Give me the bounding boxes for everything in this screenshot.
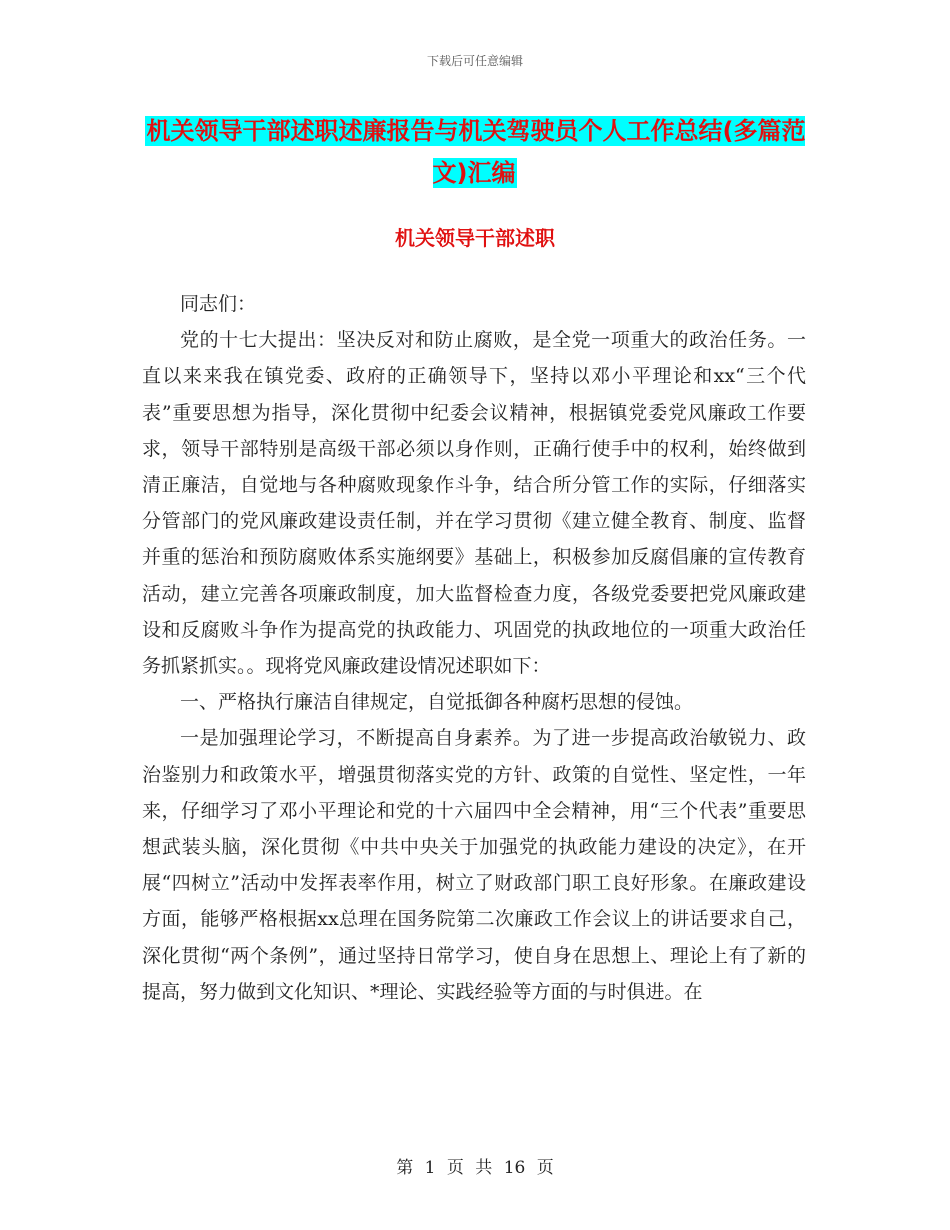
paragraph-greeting: 同志们：: [180, 293, 257, 315]
document-body: [142, 286, 806, 1010]
document-title: [140, 110, 810, 194]
paragraph-point-one: 一是加强理论学习，不断提高自身素养。为了进一步提高政治敏锐力、政治鉴别力和政策水平，增强贯彻落实党的方针、政策的自觉性、坚定性，一年来，仔细学习了邓小平理论和党的十六届四中全会精神，用“三个代表”重要思想武装头脑，深化贯彻《中共中央关于加强党的执政能力建设的决定》，在开展“四树立”活动中发挥表率作用，树立了财政部门职工良好形象。在廉政建设方面，能够严格根据xx总理在国务院第二次廉政工作会议上的讲话要求自己，深化贯彻“两个条例”，通过坚持日常学习，使自身在思想上、理论上有了新的提高，努力做到文化知识、*理论、实践经验等方面的与时俱进。在: [142, 727, 806, 1003]
document-title-text: 机关领导干部述职述廉报告与机关驾驶员个人工作总结(多篇范文)汇编: [146, 117, 806, 187]
page-number: 第 1 页 共 16 页: [396, 1158, 554, 1178]
paragraph-heading-one: 一、严格执行廉洁自律规定，自觉抵御各种腐朽思想的侵蚀。: [180, 691, 694, 714]
section-title: 机关领导干部述职: [395, 226, 555, 250]
page-header-note: 下载后可任意编辑: [426, 54, 523, 68]
paragraph-intro: 党的十七大提出：坚决反对和防止腐败，是全党一项重大的政治任务。一直以来来我在镇党委、政府的正确领导下，坚持以邓小平理论和xx“三个代表”重要思想为指导，深化贯彻中纪委会议精神，根据镇党委党风廉政工作要求，领导干部特别是高级干部必须以身作则，正确行使手中的权利，始终做到清正廉洁，自觉地与各种腐败现象作斗争，结合所分管工作的实际，仔细落实分管部门的党风廉政建设责任制，并在学习贯彻《建立健全教育、制度、监督并重的惩治和预防腐败体系实施纲要》基础上，积极参加反腐倡廉的宣传教育活动，建立完善各项廉政制度，加大监督检查力度，各级党委要把党风廉政建设和反腐败斗争作为提高党的执政能力、巩固党的执政地位的一项重大政治任务抓紧抓实。。现将党风廉政建设情况述职如下：: [142, 329, 806, 678]
